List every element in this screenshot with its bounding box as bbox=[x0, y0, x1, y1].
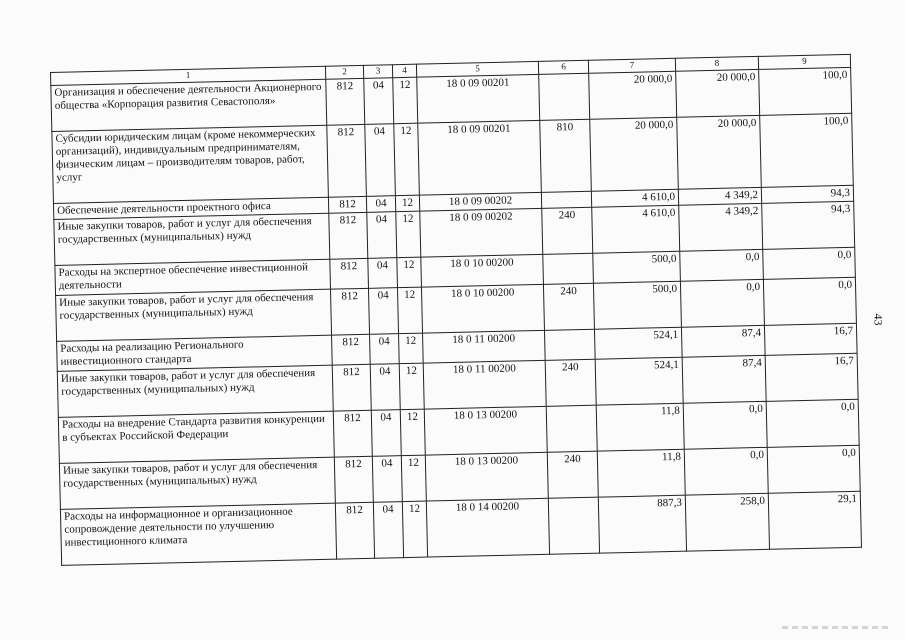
admin-code-cell: 812 bbox=[327, 124, 367, 197]
admin-code-cell: 812 bbox=[328, 196, 366, 213]
percent-value-cell: 94,3 bbox=[762, 201, 855, 249]
expense-type-cell: 240 bbox=[547, 451, 598, 498]
section-code-cell: 04 bbox=[372, 456, 402, 503]
actual-value-cell: 87,4 bbox=[681, 325, 765, 357]
description-cell: Иные закупки товаров, работ и услуг для обеспечения государственных (муниципальных) нужд bbox=[59, 457, 335, 509]
actual-value-cell: 0,0 bbox=[684, 447, 768, 495]
admin-code-cell: 812 bbox=[332, 334, 371, 365]
subsection-code-cell: 12 bbox=[393, 77, 418, 124]
header-cell-3: 3 bbox=[363, 65, 392, 79]
page-number: 43 bbox=[871, 313, 886, 326]
plan-value-cell: 4 610,0 bbox=[592, 205, 680, 253]
percent-value-cell: 29,1 bbox=[768, 491, 861, 549]
description-cell: Иные закупки товаров, работ и услуг для обеспечения государственных (муниципальных) нужд bbox=[57, 365, 333, 417]
actual-value-cell: 20 000,0 bbox=[677, 115, 762, 189]
target-article-cell: 18 0 09 00202 bbox=[419, 192, 541, 211]
plan-value-cell: 500,0 bbox=[593, 251, 681, 283]
plan-value-cell: 20 000,0 bbox=[590, 117, 679, 191]
section-code-cell: 04 bbox=[367, 212, 397, 259]
plan-value-cell: 11,8 bbox=[597, 449, 685, 497]
section-code-cell: 04 bbox=[371, 410, 401, 457]
expense-type-cell bbox=[541, 191, 591, 208]
plan-value-cell: 20 000,0 bbox=[589, 71, 677, 119]
target-article-cell: 18 0 14 00200 bbox=[426, 498, 549, 557]
subsection-code-cell: 12 bbox=[399, 363, 424, 410]
subsection-code-cell: 12 bbox=[397, 257, 422, 288]
header-cell-8: 8 bbox=[675, 56, 758, 71]
section-code-cell: 04 bbox=[368, 288, 398, 335]
description-cell: Расходы на информационное и организационное сопровождение деятельности по улучшению инвестиционного климата bbox=[60, 503, 336, 565]
description-cell: Расходы на реализацию Регионального инвестиционного стандарта bbox=[57, 335, 333, 371]
plan-value-cell: 11,8 bbox=[596, 403, 684, 451]
subsection-code-cell: 12 bbox=[397, 287, 422, 334]
plan-value-cell: 524,1 bbox=[595, 357, 683, 405]
target-article-cell: 18 0 13 00200 bbox=[425, 452, 548, 501]
percent-value-cell: 0,0 bbox=[767, 445, 860, 493]
percent-value-cell: 100,0 bbox=[759, 67, 852, 115]
actual-value-cell: 0,0 bbox=[680, 249, 764, 281]
admin-code-cell: 812 bbox=[329, 212, 368, 259]
description-cell: Расходы на внедрение Стандарта развития конкуренции в субъектах Российской Федерации bbox=[58, 411, 334, 463]
header-cell-6: 6 bbox=[538, 60, 588, 74]
subsection-code-cell: 12 bbox=[394, 123, 420, 196]
admin-code-cell: 812 bbox=[326, 78, 365, 125]
description-cell: Иные закупки товаров, работ и услуг для обеспечения государственных (муниципальных) нужд bbox=[56, 289, 332, 341]
expense-type-cell: 240 bbox=[542, 207, 593, 254]
actual-value-cell: 0,0 bbox=[680, 279, 764, 327]
section-code-cell: 04 bbox=[368, 258, 398, 289]
subsection-code-cell: 12 bbox=[396, 211, 421, 258]
subsection-code-cell: 12 bbox=[395, 195, 419, 212]
expense-type-cell bbox=[543, 253, 594, 284]
expense-type-cell bbox=[544, 329, 595, 360]
percent-value-cell: 0,0 bbox=[763, 247, 856, 279]
expense-type-cell bbox=[539, 73, 590, 120]
plan-value-cell: 887,3 bbox=[598, 495, 686, 553]
expense-type-cell: 810 bbox=[540, 119, 592, 192]
admin-code-cell: 812 bbox=[330, 258, 369, 289]
header-cell-1: 1 bbox=[51, 66, 326, 85]
description-cell: Расходы на экспертное обеспечение инвестиционной деятельности bbox=[55, 259, 331, 295]
budget-table-sheet bbox=[50, 54, 877, 602]
actual-value-cell: 4 349,2 bbox=[679, 203, 763, 251]
target-article-cell: 18 0 13 00200 bbox=[424, 406, 547, 455]
description-cell: Иные закупки товаров, работ и услуг для обеспечения государственных (муниципальных) нужд bbox=[54, 213, 330, 265]
admin-code-cell: 812 bbox=[334, 456, 373, 503]
expense-type-cell bbox=[546, 405, 597, 452]
header-cell-2: 2 bbox=[325, 65, 363, 79]
admin-code-cell: 812 bbox=[335, 502, 374, 559]
header-cell-5: 5 bbox=[416, 61, 538, 77]
section-code-cell: 04 bbox=[364, 78, 394, 125]
plan-value-cell: 4 610,0 bbox=[591, 189, 678, 207]
subsection-code-cell: 12 bbox=[401, 455, 426, 502]
target-article-cell: 18 0 09 00201 bbox=[418, 120, 542, 195]
section-code-cell: 04 bbox=[370, 364, 400, 411]
description-cell: Обеспечение деятельности проектного офиса bbox=[53, 197, 328, 219]
description-cell: Субсидии юридическим лицам (кроме некоммерческих организаций), индивидуальным предпринимателям, физическим лицам – производителям товаров, работ, услуг bbox=[52, 125, 329, 203]
description-cell: Организация и обеспечение деятельности Акционерного общества «Корпорация развития Севастополя» bbox=[51, 79, 327, 131]
percent-value-cell: 94,3 bbox=[761, 185, 853, 203]
subsection-code-cell: 12 bbox=[402, 501, 427, 558]
percent-value-cell: 16,7 bbox=[764, 323, 857, 355]
expense-type-cell: 240 bbox=[545, 359, 596, 406]
target-article-cell: 18 0 09 00202 bbox=[420, 208, 543, 257]
target-article-cell: 18 0 11 00200 bbox=[423, 360, 546, 409]
header-cell-9: 9 bbox=[758, 54, 850, 69]
admin-code-cell: 812 bbox=[330, 288, 369, 335]
scan-artifact bbox=[782, 626, 892, 629]
section-code-cell: 04 bbox=[365, 124, 396, 197]
actual-value-cell: 0,0 bbox=[683, 401, 767, 449]
section-code-cell: 04 bbox=[366, 196, 395, 213]
section-code-cell: 04 bbox=[373, 502, 403, 559]
plan-value-cell: 524,1 bbox=[594, 327, 682, 359]
actual-value-cell: 258,0 bbox=[685, 493, 769, 551]
actual-value-cell: 87,4 bbox=[682, 355, 766, 403]
admin-code-cell: 812 bbox=[333, 410, 372, 457]
actual-value-cell: 20 000,0 bbox=[676, 69, 760, 117]
subsection-code-cell: 12 bbox=[399, 333, 424, 364]
percent-value-cell: 100,0 bbox=[760, 113, 854, 187]
percent-value-cell: 16,7 bbox=[765, 353, 858, 401]
budget-table bbox=[50, 54, 862, 566]
expense-type-cell bbox=[548, 497, 599, 554]
target-article-cell: 18 0 09 00201 bbox=[417, 74, 540, 123]
header-cell-7: 7 bbox=[588, 58, 675, 73]
subsection-code-cell: 12 bbox=[400, 409, 425, 456]
percent-value-cell: 0,0 bbox=[766, 399, 859, 447]
actual-value-cell: 4 349,2 bbox=[678, 187, 761, 205]
header-cell-4: 4 bbox=[392, 64, 416, 78]
target-article-cell: 18 0 10 00200 bbox=[421, 284, 544, 333]
expense-type-cell: 240 bbox=[543, 283, 594, 330]
section-code-cell: 04 bbox=[370, 334, 400, 365]
percent-value-cell: 0,0 bbox=[763, 277, 856, 325]
target-article-cell: 18 0 10 00200 bbox=[421, 254, 544, 287]
admin-code-cell: 812 bbox=[332, 364, 371, 411]
plan-value-cell: 500,0 bbox=[593, 281, 681, 329]
target-article-cell: 18 0 11 00200 bbox=[423, 330, 546, 363]
